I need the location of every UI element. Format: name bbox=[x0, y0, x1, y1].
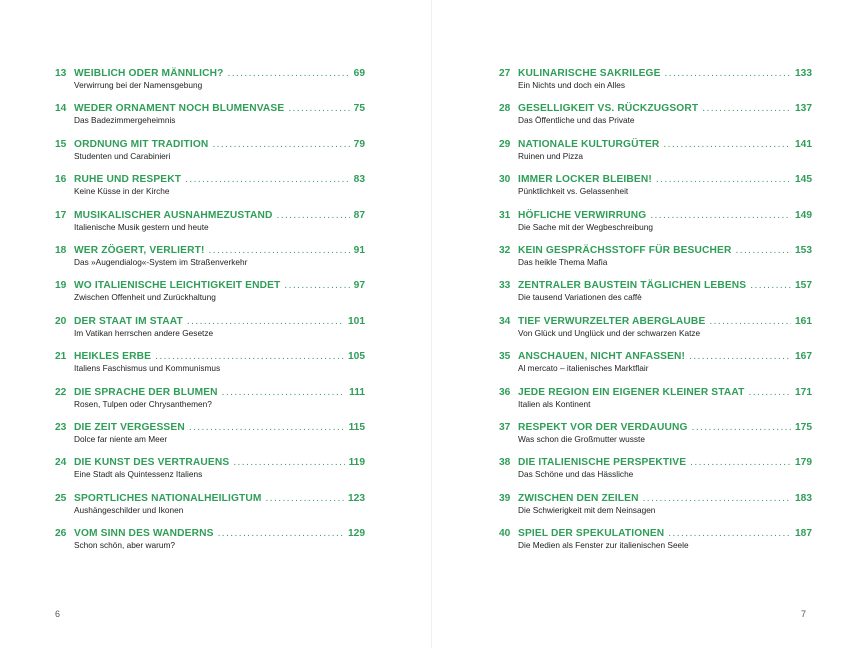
chapter-subtitle: Das Öffentliche und das Private bbox=[518, 115, 635, 126]
toc-entry bbox=[499, 138, 812, 173]
dot-leader bbox=[266, 492, 344, 505]
chapter-page: 91 bbox=[353, 244, 365, 256]
chapter-subtitle: Aushängeschilder und Ikonen bbox=[74, 504, 184, 515]
chapter-subtitle: Italienische Musik gestern und heute bbox=[74, 221, 209, 232]
toc-entry-heading bbox=[55, 421, 365, 434]
chapter-number: 13 bbox=[55, 68, 67, 79]
toc-entry-heading bbox=[55, 138, 365, 151]
dot-leader bbox=[690, 456, 791, 469]
chapter-page: 69 bbox=[353, 68, 365, 79]
chapter-number: 25 bbox=[55, 492, 67, 504]
toc-entry-heading bbox=[55, 350, 365, 363]
chapter-page: 101 bbox=[348, 315, 365, 327]
chapter-number: 33 bbox=[499, 280, 511, 292]
chapter-title: SPORTLICHES NATIONALHEILIGTUM bbox=[74, 492, 262, 504]
chapter-page: 141 bbox=[795, 138, 812, 150]
dot-leader bbox=[222, 386, 345, 399]
chapter-page: 183 bbox=[795, 492, 812, 504]
chapter-title: WER ZÖGERT, VERLIERT! bbox=[74, 244, 205, 256]
dot-leader bbox=[663, 138, 791, 151]
chapter-subtitle: Die tausend Variationen des caffè bbox=[518, 292, 642, 303]
toc-entry bbox=[55, 527, 365, 562]
chapter-number: 14 bbox=[55, 103, 67, 115]
toc-entry-heading bbox=[499, 492, 812, 505]
chapter-title: RESPEKT VOR DER VERDAUUNG bbox=[518, 421, 688, 433]
chapter-number: 23 bbox=[55, 421, 67, 433]
chapter-page: 87 bbox=[353, 209, 365, 221]
toc-entry bbox=[499, 173, 812, 208]
toc-entry-heading bbox=[55, 173, 365, 186]
chapter-title: JEDE REGION EIN EIGENER KLEINER STAAT bbox=[518, 386, 745, 398]
dot-leader bbox=[185, 173, 350, 186]
toc-entry-heading bbox=[499, 350, 812, 363]
chapter-title: SPIEL DER SPEKULATIONEN bbox=[518, 528, 665, 540]
chapter-title: MUSIKALISCHER AUSNAHMEZUSTAND bbox=[74, 209, 273, 221]
dot-leader bbox=[643, 492, 791, 505]
chapter-number: 15 bbox=[55, 138, 67, 150]
chapter-subtitle: Eine Stadt als Quintessenz Italiens bbox=[74, 469, 203, 480]
chapter-title: VOM SINN DES WANDERNS bbox=[74, 528, 214, 540]
chapter-page: 115 bbox=[348, 421, 365, 433]
toc-entry-heading bbox=[499, 315, 812, 328]
chapter-title: WEIBLICH ODER MÄNNLICH? bbox=[74, 68, 224, 79]
chapter-page: 171 bbox=[795, 386, 812, 398]
toc-entry bbox=[499, 67, 812, 102]
toc-entry bbox=[55, 67, 365, 102]
chapter-title: KEIN GESPRÄCHSSTOFF FÜR BESUCHER bbox=[518, 244, 732, 256]
chapter-number: 18 bbox=[55, 244, 67, 256]
chapter-subtitle: Die Medien als Fenster zur italienischen Seele bbox=[518, 540, 689, 551]
toc-entry-heading bbox=[55, 244, 365, 257]
chapter-title: DIE SPRACHE DER BLUMEN bbox=[74, 386, 218, 398]
toc-entry bbox=[499, 386, 812, 421]
dot-leader bbox=[155, 350, 344, 363]
chapter-page: 133 bbox=[795, 68, 812, 79]
chapter-page: 145 bbox=[795, 174, 812, 186]
chapter-number: 35 bbox=[499, 351, 511, 363]
chapter-number: 32 bbox=[499, 244, 511, 256]
chapter-title: WEDER ORNAMENT NOCH BLUMENVASE bbox=[74, 103, 285, 115]
toc-entry bbox=[55, 421, 365, 456]
toc-entry bbox=[55, 102, 365, 137]
toc-entry-heading bbox=[55, 527, 365, 540]
dot-leader bbox=[187, 315, 344, 328]
dot-leader bbox=[692, 421, 791, 434]
dot-leader bbox=[218, 527, 344, 540]
toc-entry-heading bbox=[499, 244, 812, 257]
chapter-title: DIE ITALIENISCHE PERSPEKTIVE bbox=[518, 457, 687, 469]
toc-entry-heading bbox=[499, 209, 812, 222]
chapter-subtitle: Was schon die Großmutter wusste bbox=[518, 433, 645, 444]
chapter-number: 26 bbox=[55, 528, 67, 540]
dot-leader bbox=[212, 138, 349, 151]
toc-entry-heading bbox=[55, 209, 365, 222]
chapter-subtitle: Italien als Kontinent bbox=[518, 398, 591, 409]
chapter-page: 187 bbox=[795, 528, 812, 540]
toc-entry-heading bbox=[499, 173, 812, 186]
chapter-page: 105 bbox=[348, 351, 365, 363]
chapter-number: 28 bbox=[499, 103, 511, 115]
chapter-subtitle: Von Glück und Unglück und der schwarzen Katze bbox=[518, 327, 701, 338]
toc-entry bbox=[499, 244, 812, 279]
chapter-page: 157 bbox=[795, 280, 812, 292]
chapter-title: RUHE UND RESPEKT bbox=[74, 174, 182, 186]
chapter-subtitle: Dolce far niente am Meer bbox=[74, 433, 168, 444]
dot-leader bbox=[284, 279, 349, 292]
chapter-number: 34 bbox=[499, 315, 511, 327]
chapter-page: 119 bbox=[348, 457, 365, 469]
chapter-page: 83 bbox=[353, 174, 365, 186]
chapter-page: 129 bbox=[348, 528, 365, 540]
chapter-subtitle: Das Schöne und das Hässliche bbox=[518, 469, 634, 480]
chapter-title: DIE ZEIT VERGESSEN bbox=[74, 421, 185, 433]
chapter-subtitle: Das heikle Thema Mafia bbox=[518, 256, 608, 267]
chapter-title: WO ITALIENISCHE LEICHTIGKEIT ENDET bbox=[74, 280, 281, 292]
toc-entry-heading bbox=[55, 102, 365, 115]
chapter-page: 137 bbox=[795, 103, 812, 115]
dot-leader bbox=[209, 244, 350, 257]
chapter-title: ZENTRALER BAUSTEIN TÄGLICHEN LEBENS bbox=[518, 280, 747, 292]
dot-leader bbox=[227, 67, 349, 80]
toc-entry bbox=[55, 350, 365, 385]
chapter-page: 75 bbox=[353, 103, 365, 115]
chapter-number: 22 bbox=[55, 386, 67, 398]
toc-entry bbox=[55, 315, 365, 350]
toc-entry bbox=[499, 421, 812, 456]
toc-list bbox=[499, 67, 812, 562]
dot-leader bbox=[650, 209, 791, 222]
toc-entry bbox=[499, 527, 812, 562]
toc-entry-heading bbox=[499, 421, 812, 434]
page-number: 6 bbox=[55, 609, 61, 619]
chapter-number: 19 bbox=[55, 280, 67, 292]
chapter-page: 153 bbox=[795, 244, 812, 256]
chapter-title: KULINARISCHE SAKRILEGE bbox=[518, 68, 661, 79]
toc-entry bbox=[55, 173, 365, 208]
toc-entry bbox=[55, 386, 365, 421]
chapter-subtitle: Das »Augendialog«-System im Straßenverkehr bbox=[74, 256, 248, 267]
dot-leader bbox=[656, 173, 791, 186]
chapter-number: 30 bbox=[499, 174, 511, 186]
toc-entry-heading bbox=[499, 102, 812, 115]
toc-entry bbox=[499, 492, 812, 527]
toc-entry-heading bbox=[499, 279, 812, 292]
chapter-title: ZWISCHEN DEN ZEILEN bbox=[518, 492, 639, 504]
chapter-subtitle: Rosen, Tulpen oder Chrysanthemen? bbox=[74, 398, 212, 409]
chapter-number: 16 bbox=[55, 174, 67, 186]
chapter-subtitle: Ein Nichts und doch ein Alles bbox=[518, 80, 626, 90]
dot-leader bbox=[735, 244, 791, 257]
toc-entry-heading bbox=[499, 138, 812, 151]
chapter-page: 97 bbox=[353, 280, 365, 292]
chapter-number: 40 bbox=[499, 528, 511, 540]
dot-leader bbox=[702, 102, 791, 115]
chapter-title: ANSCHAUEN, NICHT ANFASSEN! bbox=[518, 351, 686, 363]
toc-entry bbox=[499, 279, 812, 314]
chapter-page: 161 bbox=[795, 315, 812, 327]
toc-entry-heading bbox=[55, 67, 365, 80]
chapter-subtitle: Italiens Faschismus und Kommunismus bbox=[74, 363, 221, 374]
toc-entry-heading bbox=[55, 386, 365, 399]
dot-leader bbox=[709, 315, 791, 328]
chapter-subtitle: Studenten und Carabinieri bbox=[74, 150, 171, 161]
chapter-number: 20 bbox=[55, 315, 67, 327]
chapter-page: 167 bbox=[795, 351, 812, 363]
toc-entry bbox=[499, 315, 812, 350]
chapter-title: DER STAAT IM STAAT bbox=[74, 315, 183, 327]
toc-entry bbox=[55, 456, 365, 491]
dot-leader bbox=[665, 67, 791, 80]
toc-entry bbox=[55, 138, 365, 173]
toc-entry-heading bbox=[499, 67, 812, 80]
chapter-page: 179 bbox=[795, 457, 812, 469]
toc-entry bbox=[499, 102, 812, 137]
toc-entry bbox=[499, 456, 812, 491]
toc-entry-heading bbox=[499, 386, 812, 399]
dot-leader bbox=[749, 386, 792, 399]
chapter-number: 17 bbox=[55, 209, 67, 221]
chapter-number: 29 bbox=[499, 138, 511, 150]
chapter-number: 38 bbox=[499, 457, 511, 469]
dot-leader bbox=[668, 527, 791, 540]
chapter-page: 111 bbox=[349, 386, 365, 398]
chapter-page: 175 bbox=[795, 421, 812, 433]
chapter-title: GESELLIGKEIT VS. RÜCKZUGSORT bbox=[518, 103, 699, 115]
toc-entry bbox=[55, 209, 365, 244]
chapter-number: 21 bbox=[55, 351, 67, 363]
chapter-title: HEIKLES ERBE bbox=[74, 351, 152, 363]
toc-entry bbox=[499, 350, 812, 385]
chapter-number: 39 bbox=[499, 492, 511, 504]
chapter-subtitle: Das Badezimmergeheimnis bbox=[74, 115, 176, 126]
dot-leader bbox=[276, 209, 349, 222]
dot-leader bbox=[750, 279, 791, 292]
chapter-subtitle: Pünktlichkeit vs. Gelassenheit bbox=[518, 186, 629, 197]
chapter-title: IMMER LOCKER BLEIBEN! bbox=[518, 174, 652, 186]
chapter-number: 31 bbox=[499, 209, 511, 221]
dot-leader bbox=[288, 102, 349, 115]
chapter-number: 27 bbox=[499, 68, 511, 79]
toc-entry-heading bbox=[55, 492, 365, 505]
chapter-number: 24 bbox=[55, 457, 67, 469]
dot-leader bbox=[189, 421, 345, 434]
chapter-subtitle: Zwischen Offenheit und Zurückhaltung bbox=[74, 292, 216, 303]
dot-leader bbox=[689, 350, 791, 363]
chapter-title: HÖFLICHE VERWIRRUNG bbox=[518, 209, 647, 221]
chapter-page: 123 bbox=[348, 492, 365, 504]
chapter-page: 79 bbox=[353, 138, 365, 150]
chapter-subtitle: Schon schön, aber warum? bbox=[74, 540, 176, 551]
chapter-subtitle: Die Sache mit der Wegbeschreibung bbox=[518, 221, 653, 232]
toc-entry bbox=[55, 279, 365, 314]
toc-entry bbox=[55, 244, 365, 279]
right-page bbox=[432, 0, 864, 648]
dot-leader bbox=[233, 456, 344, 469]
chapter-title: DIE KUNST DES VERTRAUENS bbox=[74, 457, 230, 469]
chapter-subtitle: Keine Küsse in der Kirche bbox=[74, 186, 170, 197]
toc-entry-heading bbox=[55, 315, 365, 328]
chapter-title: ORDNUNG MIT TRADITION bbox=[74, 138, 209, 150]
toc-list bbox=[55, 67, 365, 562]
page-number: 7 bbox=[801, 609, 807, 619]
chapter-title: NATIONALE KULTURGÜTER bbox=[518, 138, 660, 150]
chapter-number: 37 bbox=[499, 421, 511, 433]
chapter-subtitle: Im Vatikan herrschen andere Gesetze bbox=[74, 327, 214, 338]
toc-entry-heading bbox=[499, 456, 812, 469]
chapter-subtitle: Al mercato – italienisches Marktflair bbox=[518, 363, 649, 374]
chapter-title: TIEF VERWURZELTER ABERGLAUBE bbox=[518, 315, 706, 327]
toc-entry bbox=[55, 492, 365, 527]
chapter-number: 36 bbox=[499, 386, 511, 398]
chapter-page: 149 bbox=[795, 209, 812, 221]
chapter-subtitle: Verwirrung bei der Namensgebung bbox=[74, 80, 203, 90]
toc-entry-heading bbox=[499, 527, 812, 540]
toc-entry bbox=[499, 209, 812, 244]
toc-entry-heading bbox=[55, 279, 365, 292]
chapter-subtitle: Die Schwierigkeit mit dem Neinsagen bbox=[518, 504, 656, 515]
toc-entry-heading bbox=[55, 456, 365, 469]
chapter-subtitle: Ruinen und Pizza bbox=[518, 150, 584, 161]
